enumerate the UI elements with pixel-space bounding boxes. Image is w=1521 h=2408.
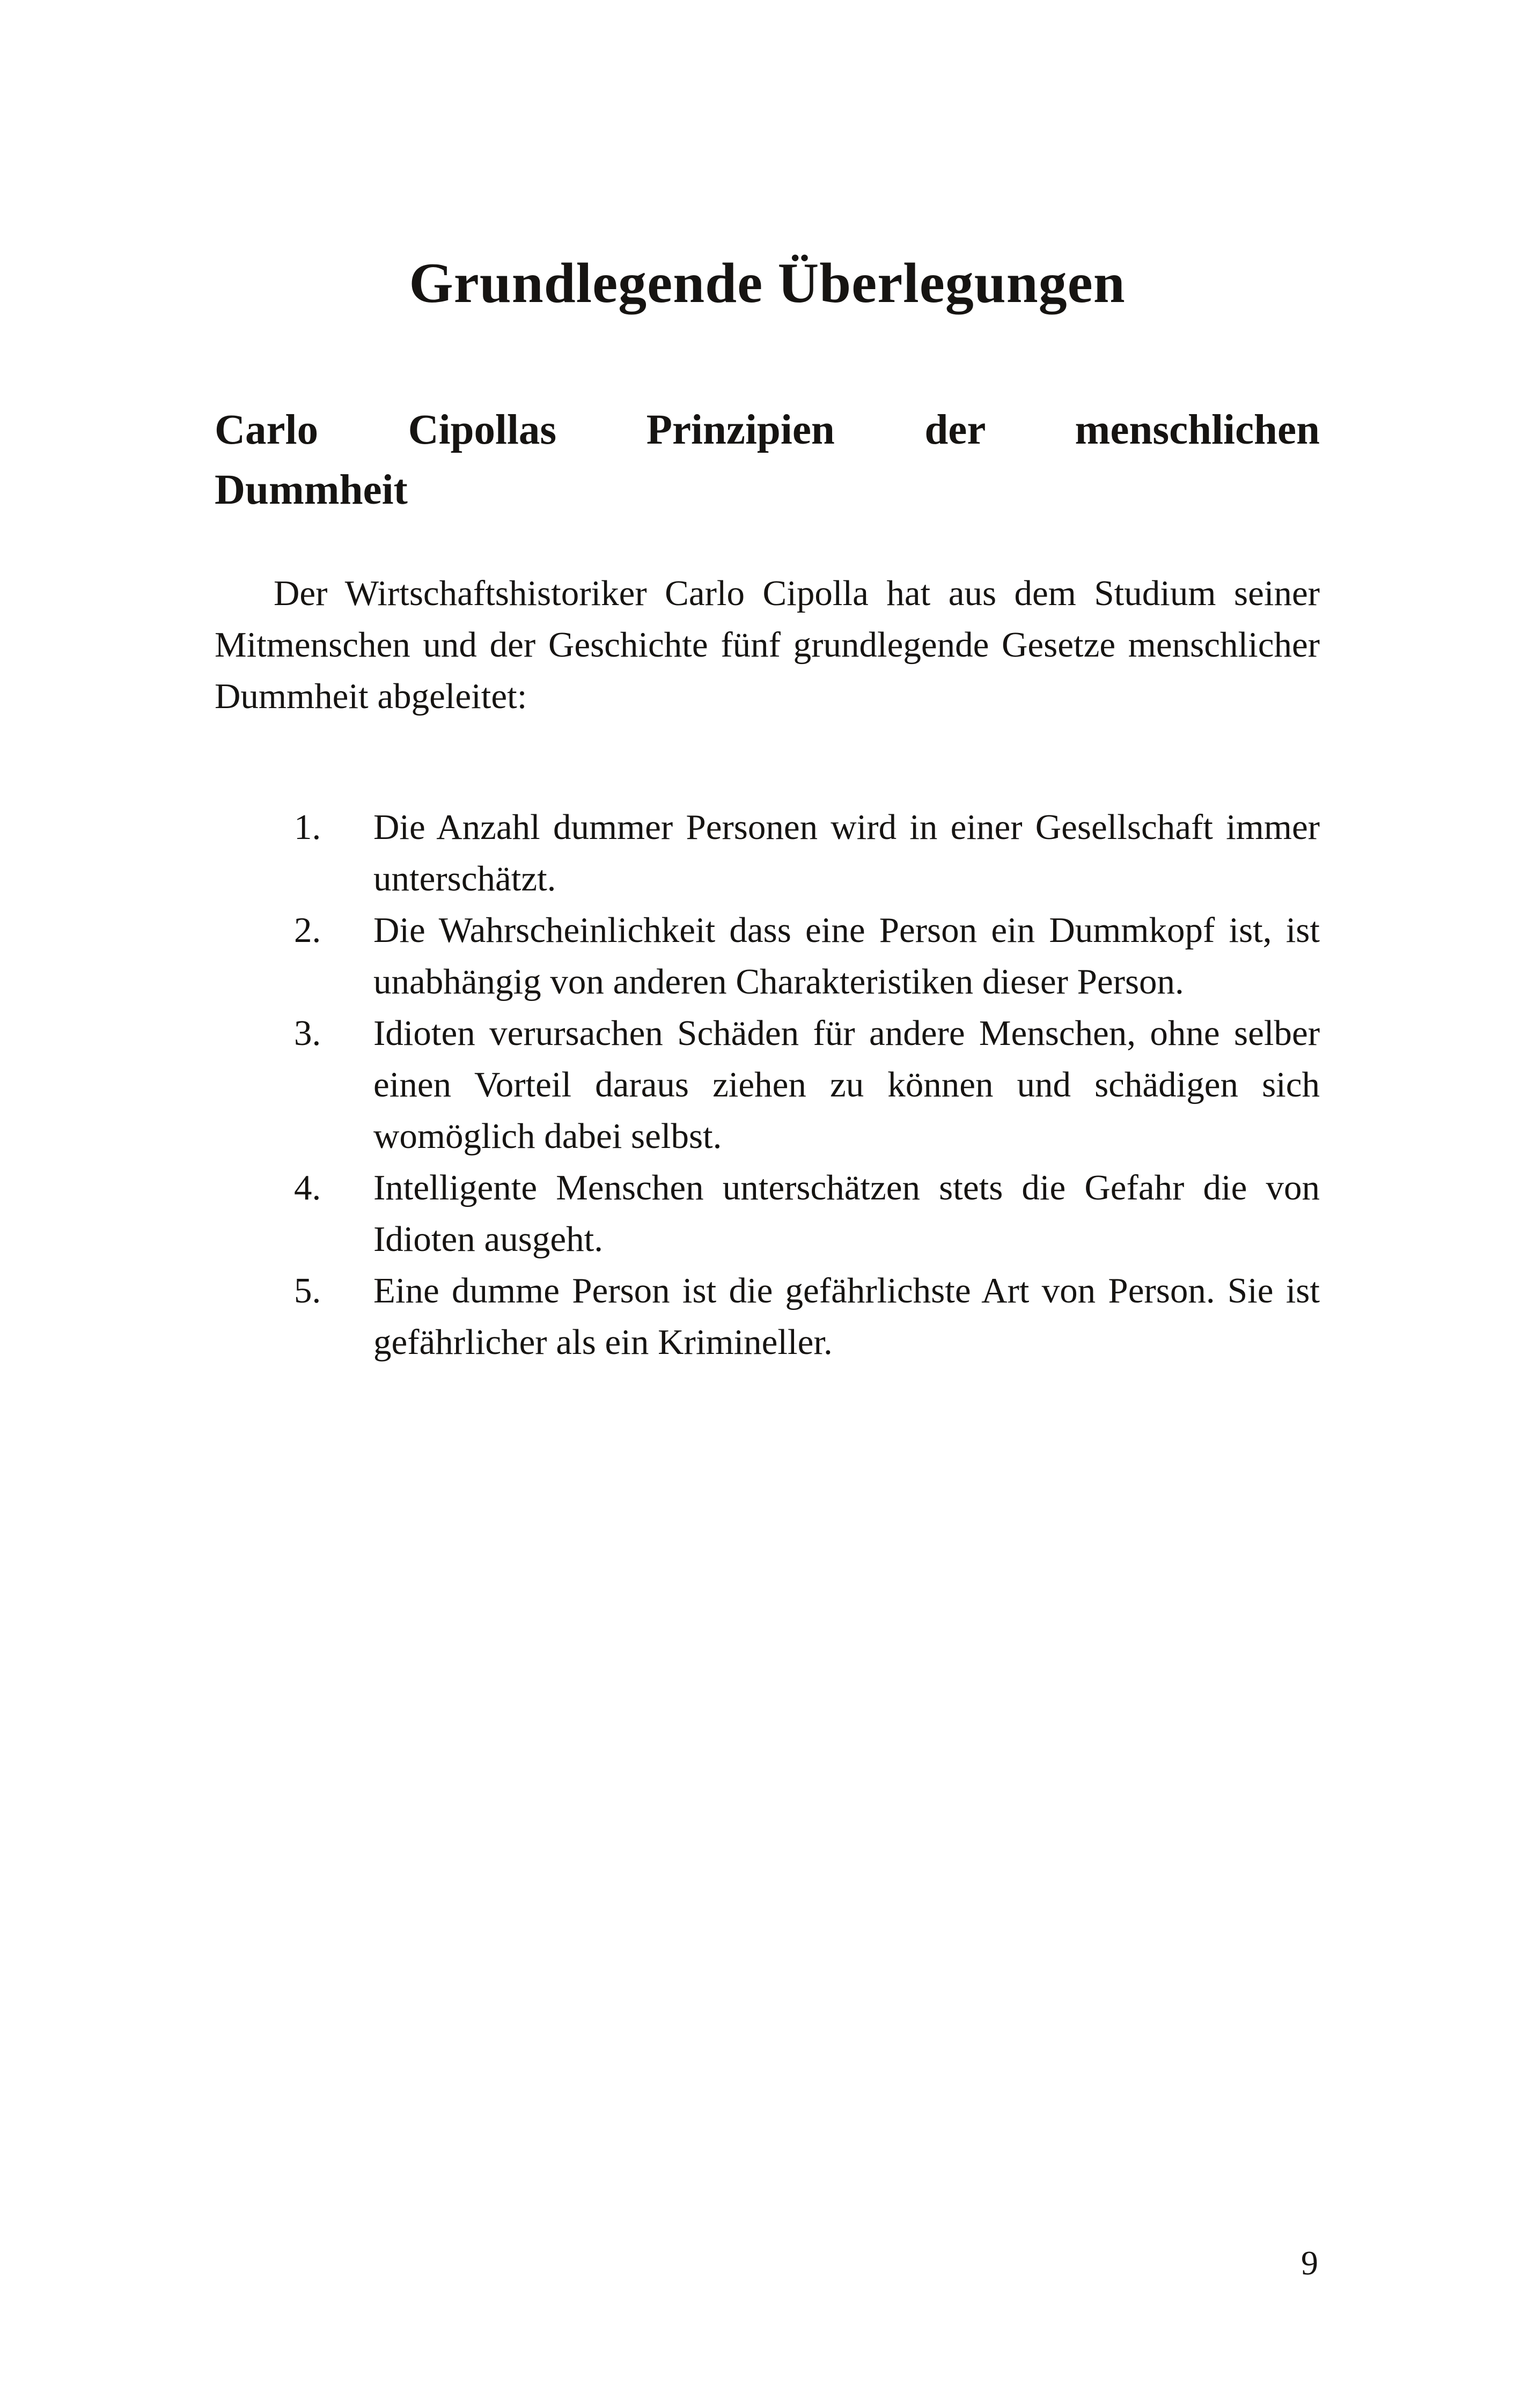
list-item-text: Idioten verursachen Schäden für andere Menschen, ohne selber einen Vorteil daraus ziehen zu können und schädigen sich womöglich dabei selbst. — [373, 1013, 1320, 1156]
list-item — [294, 801, 1320, 904]
list-item — [294, 1007, 1320, 1162]
list-item-text: Intelligente Menschen unterschätzen stets die Gefahr die von Idioten ausgeht. — [373, 1168, 1320, 1259]
intro-paragraph: Der Wirtschaftshistoriker Carlo Cipolla hat aus dem Studium seiner Mitmenschen und der Geschichte fünf grundlegende Gesetze menschlicher Dummheit abgeleitet: — [215, 573, 1320, 716]
list-item-number: 5. — [294, 1271, 321, 1310]
list-item-number: 3. — [294, 1013, 321, 1053]
page-content — [215, 0, 1320, 1368]
list-item-number: 2. — [294, 910, 321, 950]
section-heading-line-2: Dummheit — [215, 467, 408, 513]
page-number: 9 — [1301, 2244, 1318, 2282]
page-title: Grundlegende Überlegungen — [409, 252, 1126, 314]
list-item-number: 1. — [294, 807, 321, 847]
list-item — [294, 1162, 1320, 1265]
list-item-text: Die Wahrscheinlichkeit dass eine Person ein Dummkopf ist, ist unabhängig von anderen Charakteristiken dieser Person. — [373, 910, 1320, 1002]
section-heading-line-1: Carlo Cipollas Prinzipien der menschlichen — [215, 407, 1320, 453]
laws-list — [215, 801, 1320, 1368]
list-item-text: Die Anzahl dummer Personen wird in einer Gesellschaft immer unterschätzt. — [373, 807, 1320, 899]
section-heading — [215, 400, 1320, 520]
list-item-number: 4. — [294, 1168, 321, 1207]
list-item — [294, 904, 1320, 1007]
list-item-text: Eine dumme Person ist die gefährlichste Art von Person. Sie ist gefährlicher als ein Krimineller. — [373, 1271, 1320, 1362]
list-item — [294, 1265, 1320, 1368]
